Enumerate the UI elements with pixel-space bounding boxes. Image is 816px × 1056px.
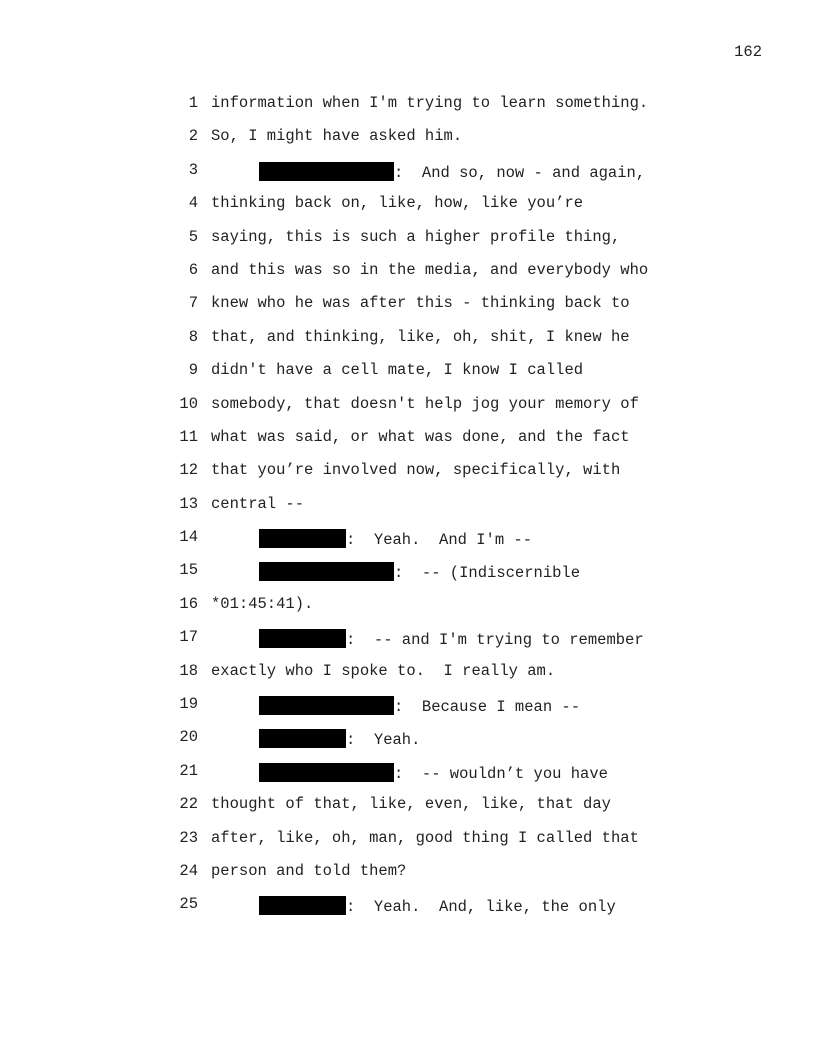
speaker-line [259,162,645,181]
line-number: 1 [188,94,198,112]
speaker-line [259,896,616,915]
line-number: 17 [179,628,198,647]
redacted-speaker-name [259,696,394,715]
line-text: : Yeah. And, like, the only [346,898,616,917]
speaker-line [259,529,532,548]
transcript-line [170,153,690,186]
line-number: 20 [179,728,198,747]
transcript-line [170,253,690,286]
line-number: 23 [179,828,198,847]
line-number: 13 [179,494,198,513]
line-text: : Yeah. And I'm -- [346,531,533,550]
line-text: what was said, or what was done, and the fact [211,427,630,446]
transcript-line [170,86,690,119]
redacted-speaker-name [259,763,394,782]
line-number: 16 [179,594,198,613]
line-number: 24 [179,861,198,880]
line-number: 22 [179,795,198,814]
line-text: exactly who I spoke to. I really am. [211,661,556,680]
transcript-line [170,720,690,753]
line-text: person and told them? [211,861,407,880]
line-text: : And so, now - and again, [394,163,646,182]
redacted-speaker-name [259,729,346,748]
line-text: thinking back on, like, how, like you’re [211,194,584,213]
transcript-line [170,654,690,687]
line-text: *01:45:41). [211,594,314,613]
line-number: 3 [188,160,198,179]
line-text: information when I'm trying to learn something. [211,94,649,112]
redacted-speaker-name [259,162,394,181]
line-text: : -- and I'm trying to remember [346,631,644,650]
line-text: : -- wouldn’t you have [394,764,608,783]
transcript-line [170,587,690,620]
transcript-line [170,487,690,520]
transcript-line [170,821,690,854]
transcript-line [170,520,690,553]
redacted-speaker-name [259,562,394,581]
line-number: 18 [179,661,198,680]
transcript-line [170,687,690,720]
line-text: didn't have a cell mate, I know I called [211,361,584,380]
page-number: 162 [734,43,762,61]
line-text: So, I might have asked him. [211,127,463,146]
line-number: 5 [188,227,198,246]
line-number: 6 [188,260,198,279]
line-number: 9 [188,361,198,380]
transcript-line [170,453,690,486]
speaker-line [259,696,580,715]
line-text: after, like, oh, man, good thing I called that [211,828,639,847]
transcript-line [170,186,690,219]
transcript-line [170,387,690,420]
line-number: 7 [188,294,198,313]
transcript-line [170,887,690,920]
line-number: 10 [179,394,198,413]
speaker-line [259,629,644,648]
line-number: 14 [179,528,198,547]
speaker-line [259,729,420,748]
transcript-body [170,86,690,921]
transcript-line [170,420,690,453]
transcript-line [170,787,690,820]
speaker-line [259,562,580,581]
redacted-speaker-name [259,896,346,915]
transcript-line [170,620,690,653]
line-text: and this was so in the media, and everybody who [211,260,649,279]
line-number: 12 [179,461,198,480]
line-number: 25 [179,895,198,914]
transcript-line [170,119,690,152]
redacted-speaker-name [259,529,346,548]
line-text: : Because I mean -- [394,698,581,717]
line-text: that you’re involved now, specifically, with [211,461,621,480]
line-text: thought of that, like, even, like, that day [211,795,611,814]
line-text: saying, this is such a higher profile thing, [211,227,621,246]
transcript-line [170,353,690,386]
line-number: 2 [188,127,198,146]
line-number: 8 [188,327,198,346]
line-text: : -- (Indiscernible [394,564,581,583]
line-number: 21 [179,761,198,780]
line-text: : Yeah. [346,731,421,750]
transcript-line [170,320,690,353]
redacted-speaker-name [259,629,346,648]
line-text: knew who he was after this - thinking back to [211,294,630,313]
speaker-line [259,763,608,782]
transcript-line [170,553,690,586]
transcript-line [170,220,690,253]
line-number: 19 [179,695,198,714]
transcript-line [170,754,690,787]
line-number: 4 [188,194,198,213]
line-text: that, and thinking, like, oh, shit, I knew he [211,327,630,346]
line-number: 15 [179,561,198,580]
transcript-line [170,854,690,887]
line-number: 11 [179,427,198,446]
transcript-line [170,286,690,319]
line-text: central -- [211,494,305,513]
line-text: somebody, that doesn't help jog your memory of [211,394,639,413]
